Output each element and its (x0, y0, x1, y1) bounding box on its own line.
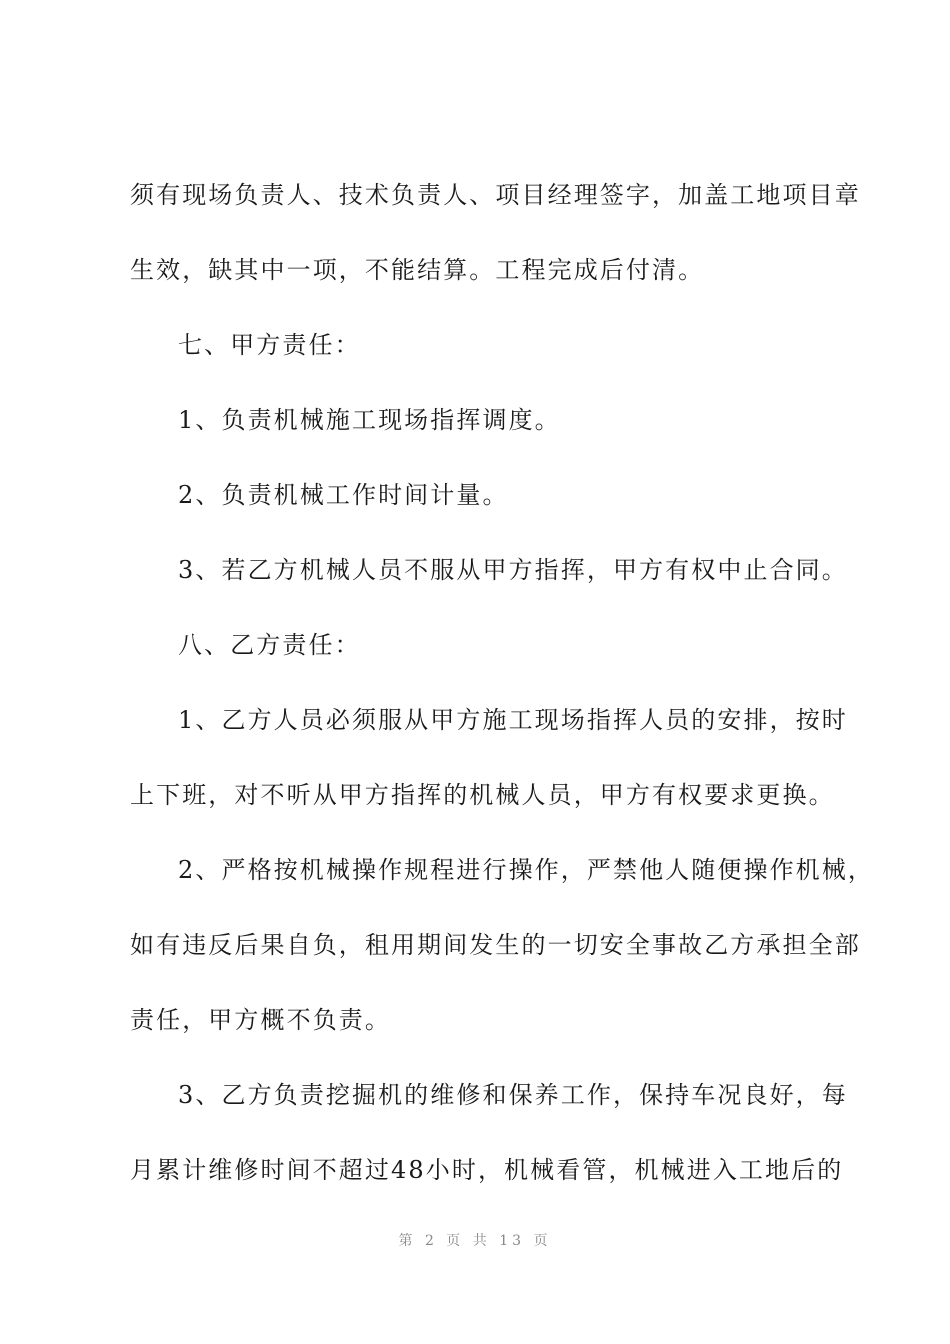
paragraph-line: 1、负责机械施工现场指挥调度。 (178, 406, 561, 434)
paragraph-line: 2、严格按机械操作规程进行操作，严禁他人随便操作机械， (178, 856, 874, 884)
page-footer: 第 2 页 共 13 页 (398, 1233, 552, 1249)
section-heading: 七、甲方责任： (178, 331, 361, 359)
paragraph-line: 如有违反后果自负，租用期间发生的一切安全事故乙方承担全部 (130, 931, 861, 959)
paragraph-line: 须有现场负责人、技术负责人、项目经理签字，加盖工地项目章 (130, 181, 861, 209)
paragraph-line: 3、若乙方机械人员不服从甲方指挥，甲方有权中止合同。 (178, 556, 848, 584)
paragraph-line: 责任，甲方概不负责。 (130, 1006, 391, 1034)
section-heading: 八、乙方责任： (178, 631, 361, 659)
paragraph-line: 2、负责机械工作时间计量。 (178, 481, 509, 509)
paragraph-line: 3、乙方负责挖掘机的维修和保养工作，保持车况良好，每 (178, 1081, 848, 1109)
paragraph-line: 上下班，对不听从甲方指挥的机械人员，甲方有权要求更换。 (130, 781, 835, 809)
paragraph-line: 1、乙方人员必须服从甲方施工现场指挥人员的安排，按时 (178, 706, 848, 734)
paragraph-line: 生效，缺其中一项，不能结算。工程完成后付清。 (130, 256, 705, 284)
paragraph-line: 月累计维修时间不超过48小时，机械看管，机械进入工地后的 (130, 1156, 844, 1184)
